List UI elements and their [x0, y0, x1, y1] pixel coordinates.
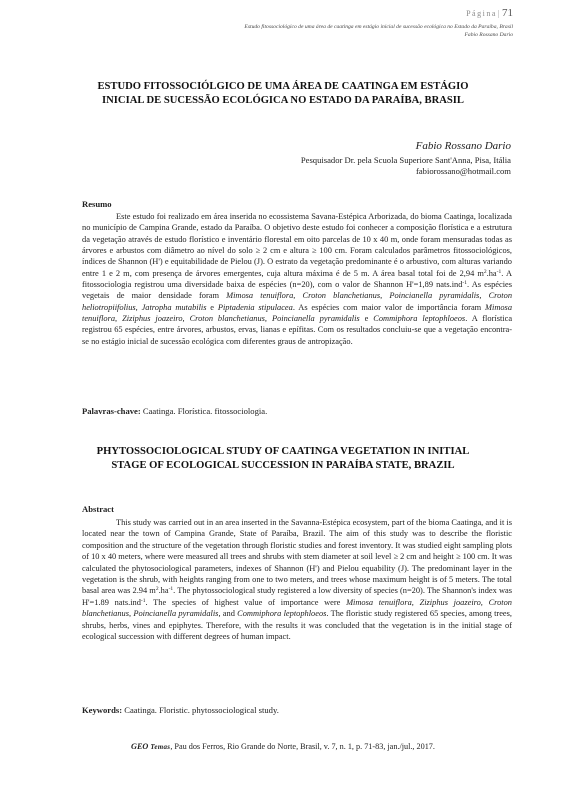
species-name: Poincianella pyramidalis [389, 291, 480, 301]
title-pt-line2: INICIAL DE SUCESSÃO ECOLÓGICA NO ESTADO DA PARAÍBA, BRASIL [102, 95, 464, 106]
keywords-pt [82, 406, 267, 416]
resumo-text: .ha [486, 268, 497, 278]
resumo-text: , [264, 314, 272, 324]
running-header [153, 23, 513, 39]
abstract-text: , [480, 597, 489, 607]
species-name: Jatropha mutabilis [141, 302, 207, 312]
species-name: Croton blanchetianus [189, 314, 265, 324]
resumo-heading: Resumo [82, 199, 112, 209]
species-name: Mimosa tenuiflora [226, 291, 294, 301]
article-title-pt [60, 80, 506, 108]
page-separator: | [497, 9, 501, 18]
resumo-text: , [380, 291, 390, 301]
resumo-text: , [479, 291, 489, 301]
resumo-text: Este estudo foi realizado em área inserida no ecossistema Savana-Estépica Arborizada, do bioma Caatinga, localizada no município de Campina Grande, estado da Paraíba. O objetivo deste estudo foi conhecer a composição florística e a estrutura da vegetação através de estudo florístico e inventário florestal em oito parcelas de 10 x 40 m, onde foram mensuradas todas as árvores e arbustos com diâmetro ao nível do solo ≥ 2 cm e altura ≥ 100 cm. Foram calculados parâmetros fitossociológicos, índices de Shannon (H') e equitabilidade de Pielou (J). O estrato da vegetação predominante é o arbustivo, com alturas variando entre 1 e 2 m, com presença de árvores emergentes, cuja altura máxima é de 5 m. A área basal total foi de 2,94 m [82, 212, 512, 278]
page-number-block [466, 7, 513, 19]
page-number: 71 [502, 7, 513, 19]
running-header-author: Fabio Rossano Dario [464, 32, 513, 38]
species-name: Ziziphus joazeiro [122, 314, 183, 324]
superscript: -1 [462, 280, 467, 287]
keywords-en-text: Caatinga. Floristic. phytossociological study. [122, 705, 279, 715]
author-name: Fabio Rossano Dario [415, 140, 511, 152]
author-affiliation-block [301, 155, 511, 177]
resumo-text: . As espécies com maior valor de importância foram [292, 302, 486, 312]
author-affiliation: Pesquisador Dr. pela Scuola Superiore Sant'Anna, Pisa, Itália [300, 155, 511, 165]
journal-footer [0, 742, 566, 751]
resumo-text: , [115, 314, 123, 324]
resumo-paragraph [82, 211, 512, 347]
superscript: -1 [168, 586, 174, 593]
journal-logo-geo: GEO [131, 742, 149, 751]
species-name: Piptadenia stipulacea [217, 302, 293, 312]
resumo-text: e [206, 302, 218, 312]
keywords-pt-text: Caatinga. Florística. fitossociologia. [140, 406, 268, 416]
abstract-text: .ha [158, 586, 169, 596]
abstract-text: , [411, 597, 420, 607]
species-name: Croton blanchetianus [82, 597, 512, 619]
species-name: Croton blanchetianus [302, 291, 381, 301]
abstract-text: This study was carried out in an area inserted in the Savanna-Estépica ecosystem, part of the bioma Caatinga, and it is located near the town of Campina Grande, State of Paraíba, Brazil. The aim of this study was to describe the floristic composition and the structure of the vegetation through floristic studies and forest inventory. It was studied eight sampling plots of 10 x 40 meters, where were measured all trees and shrubs with stem diameter at soil level ≥ 2 cm and height ≥ 100 cm. It was calculated the phytosociological parameters, indexes of Shannon (H') and Pielou equability (J). The predominant layer in the vegetation is the shrub, with heights ranging from one to two meters, and trees whose maximum height is of 5 meters. The total basal area was 2.94 m [82, 518, 512, 596]
species-name: Commiphora leptophloeos [237, 609, 327, 619]
species-name: Mimosa tenuiflora [346, 597, 412, 607]
title-pt-line1: ESTUDO FITOSSOCIÓLGICO DE UMA ÁREA DE CAATINGA EM ESTÁGIO [97, 81, 469, 92]
species-name: Poincianella pyramidalis [133, 609, 219, 619]
abstract-text: . The phytossociological study registered a low diversity of species (n=20). The Shannon's index was H'=1.89 nats.ind [82, 586, 512, 607]
page-label: Página [466, 9, 497, 18]
article-title-en [60, 445, 506, 473]
superscript: 2 [155, 586, 159, 593]
journal-citation: , Pau dos Ferros, Rio Grande do Norte, Brasil, v. 7, n. 1, p. 71-83, jan./jul., 2017. [170, 742, 435, 751]
keywords-pt-label: Palavras-chave: [82, 406, 141, 416]
keywords-en-label: Keywords: [82, 705, 123, 715]
species-name: Commiphora leptophloeos [373, 314, 466, 324]
abstract-text: . The species of highest value of importance were [145, 597, 347, 607]
title-en-line1: PHYTOSSOCIOLOGICAL STUDY OF CAATINGA VEGETATION IN INITIAL [96, 446, 470, 457]
abstract-heading: Abstract [82, 504, 114, 514]
species-name: Ziziphus joazeiro [419, 597, 481, 607]
superscript: -1 [496, 268, 502, 275]
resumo-text: e [359, 314, 374, 324]
superscript: 2 [483, 268, 487, 275]
running-header-title: Estudo fitossociológico de uma área de caatinga em estágio inicial de sucessão ecológica no Estado da Paraíba, Brasil [244, 24, 513, 30]
journal-logo [131, 742, 170, 751]
abstract-text: , and [218, 609, 238, 619]
abstract-text: . The floristic study registered 65 species, among trees, shrubs, herbs, vines and epiphytes. Therefore, with the results it was concluded that the vegetation is in the initial stage of ecological succession with different degrees of human impact. [82, 609, 513, 642]
resumo-text: . As espécies vegetais de maior densidade foram [82, 280, 513, 301]
title-en-line2: STAGE OF ECOLOGICAL SUCCESSION IN PARAÍBA STATE, BRAZIL [111, 460, 455, 471]
species-name: Mimosa tenuiflora [82, 302, 513, 324]
abstract-text: , [129, 609, 134, 619]
resumo-text: . A fitossociologia registrou uma diversidade baixa de espécies (n=20), com o valor de Shannon H'=1,89 nats.ind [82, 268, 512, 290]
journal-logo-temas: Temas [150, 743, 171, 751]
resumo-text: , [135, 302, 142, 312]
resumo-text: , [293, 291, 303, 301]
species-name: Croton heliotropiifolius [82, 291, 513, 312]
resumo-text: . A florística registrou 65 espécies, entre árvores, arbustos, ervas, lianas e epífitas. Com os resultados concluiu-se que a vegetação encontra-se no estágio inicial de sucessão ecológica com diferentes graus de antropização. [82, 314, 513, 346]
species-name: Poincianella pyramidalis [271, 314, 360, 324]
abstract-paragraph [82, 517, 512, 642]
author-email: fabiorossano@hotmail.com [415, 166, 511, 176]
keywords-en [82, 705, 279, 715]
superscript: -1 [140, 597, 146, 604]
resumo-text: , [182, 314, 190, 324]
